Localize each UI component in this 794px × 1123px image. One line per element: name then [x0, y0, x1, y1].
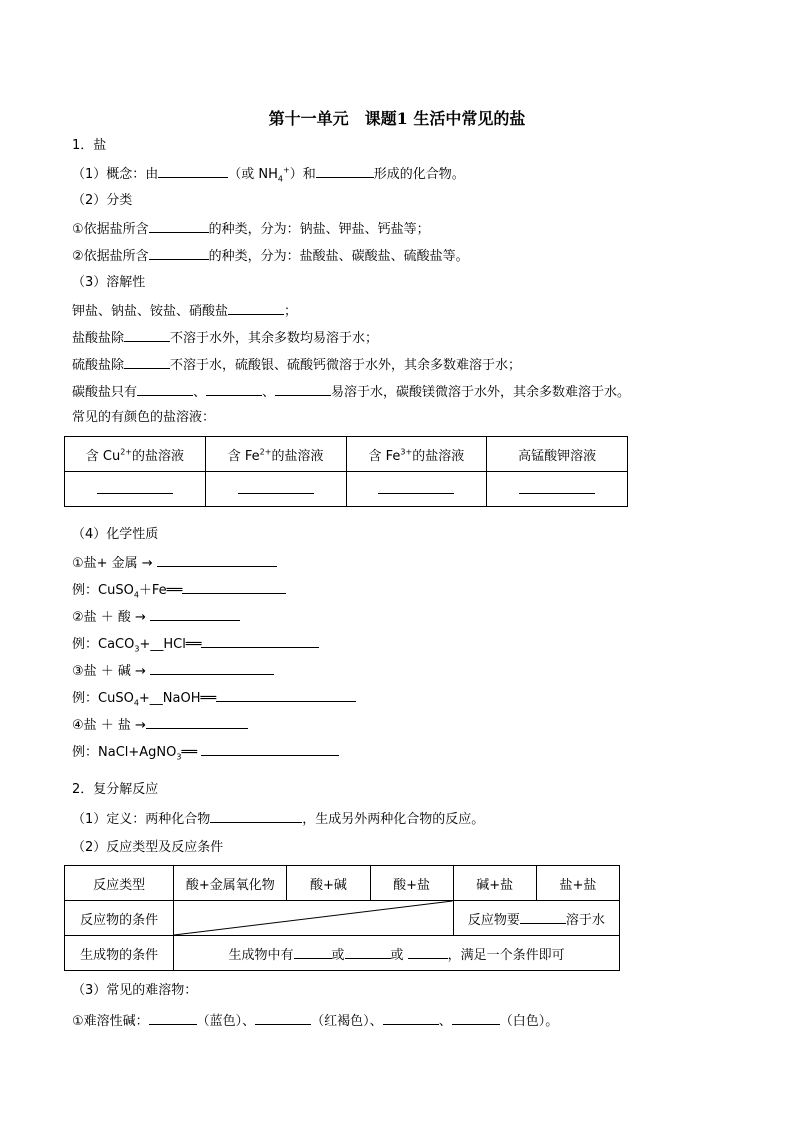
- blank[interactable]: [150, 661, 274, 675]
- blank[interactable]: [294, 945, 332, 959]
- blank[interactable]: [149, 219, 209, 233]
- cell-salt-salt: 盐+盐: [536, 866, 619, 901]
- cell-diagonal: [174, 901, 453, 936]
- example-1: 例：CuSO$_4$＋Fe══: [72, 580, 286, 600]
- colored-solutions-table: [64, 436, 628, 507]
- classify-heading: （2）分类: [72, 193, 133, 208]
- reaction-types-heading: （2）反应类型及反应条件: [72, 840, 224, 855]
- blank[interactable]: [452, 1011, 500, 1025]
- blank[interactable]: [158, 164, 228, 178]
- insoluble-bases-line: ①难溶性碱： （蓝色）、 （红褐色）、 、 （白色）。: [72, 1011, 558, 1031]
- blank[interactable]: [149, 246, 209, 260]
- reaction-3: ③盐 ＋ 碱 →: [72, 661, 274, 681]
- page-title: 第十一单元 课题1 生活中常见的盐: [268, 109, 526, 128]
- table-header-fe3: 含 $Fe^{3+}$的盐溶液: [346, 437, 487, 472]
- cell-reactant-conditions: 反应物的条件: [65, 901, 174, 936]
- blank[interactable]: [345, 945, 391, 959]
- solubility-line-4: 碳酸盐只有 、 、 易溶于水，碳酸镁微溶于水外，其余多数难溶于水。: [72, 382, 630, 402]
- solubility-line-1: 钾盐、钠盐、铵盐、硝酸盐 ；: [72, 301, 297, 321]
- solubility-line-3: 硫酸盐除 不溶于水，硫酸银、硫酸钙微溶于水外，其余多数难溶于水；: [72, 355, 521, 375]
- cell-acid-base: 酸+碱: [287, 866, 370, 901]
- example-3: 例：CuSO$_4$+__NaOH══: [72, 688, 356, 708]
- blank[interactable]: [182, 580, 286, 594]
- blank[interactable]: [408, 945, 448, 959]
- table-cell-blank[interactable]: [487, 472, 628, 507]
- insoluble-heading: （3）常见的难溶物：: [72, 983, 198, 998]
- chem-props-heading: （4）化学性质: [72, 527, 159, 542]
- blank[interactable]: [520, 910, 566, 924]
- example-2: 例：CaCO$_3$+__HCl══: [72, 634, 319, 654]
- diagonal-line: [174, 901, 452, 935]
- blank[interactable]: [210, 809, 302, 823]
- reaction-4: ④盐 ＋ 盐 →: [72, 715, 248, 735]
- cell-reactant-requirement: 反应物要 溶于水: [453, 901, 619, 936]
- blank[interactable]: [216, 688, 356, 702]
- section-1-heading: 1．盐: [72, 138, 107, 153]
- blank[interactable]: [206, 382, 262, 396]
- blank[interactable]: [150, 607, 240, 621]
- cell-base-salt: 碱+盐: [453, 866, 536, 901]
- cell-acid-salt: 酸+盐: [370, 866, 453, 901]
- cell-product-conditions: 生成物的条件: [65, 936, 174, 971]
- reaction-1: ①盐+ 金属 →: [72, 553, 277, 573]
- table-cell-blank[interactable]: [205, 472, 346, 507]
- blank[interactable]: [157, 553, 277, 567]
- definition-line: （1）定义：两种化合物 ，生成另外两种化合物的反应。: [72, 809, 484, 829]
- solubility-line-2: 盐酸盐除 不溶于水外，其余多数均易溶于水；: [72, 328, 378, 348]
- blank[interactable]: [146, 715, 248, 729]
- blank[interactable]: [228, 301, 284, 315]
- reaction-2: ②盐 ＋ 酸 →: [72, 607, 240, 627]
- table-header-kmno4: 高锰酸钾溶液: [487, 437, 628, 472]
- cell-reaction-type: 反应类型: [65, 866, 174, 901]
- blank[interactable]: [201, 742, 339, 756]
- blank[interactable]: [383, 1011, 439, 1025]
- reaction-conditions-table: [64, 865, 620, 971]
- colored-solutions-label: 常见的有颜色的盐溶液：: [72, 410, 216, 425]
- blank[interactable]: [124, 328, 170, 342]
- blank[interactable]: [137, 382, 193, 396]
- table-header-fe2: 含 $Fe^{2+}$的盐溶液: [205, 437, 346, 472]
- blank[interactable]: [255, 1011, 311, 1025]
- blank[interactable]: [316, 164, 374, 178]
- blank[interactable]: [149, 1011, 197, 1025]
- table-cell-blank[interactable]: [346, 472, 487, 507]
- cell-product-requirement: 生成物中有 或 或 ，满足一个条件即可: [174, 936, 620, 971]
- example-4: 例：NaCl+AgNO$_3$══: [72, 742, 339, 762]
- concept-line: （1）概念：由 （或 $NH_4^+$）和 形成的化合物。: [72, 165, 465, 184]
- classify-line-2: ②依据盐所含 的种类，分为：盐酸盐、碳酸盐、硫酸盐等。: [72, 246, 469, 266]
- section-2-heading: 2．复分解反应: [72, 782, 159, 797]
- blank[interactable]: [275, 382, 331, 396]
- table-header-cu2: 含 $Cu^{2+}$的盐溶液: [65, 437, 206, 472]
- solubility-heading: （3）溶解性: [72, 275, 146, 290]
- classify-line-1: ①依据盐所含 的种类，分为：钠盐、钾盐、钙盐等；: [72, 219, 430, 239]
- blank[interactable]: [201, 634, 319, 648]
- cell-acid-metal-oxide: 酸+金属氧化物: [174, 866, 287, 901]
- blank[interactable]: [124, 355, 170, 369]
- table-cell-blank[interactable]: [65, 472, 206, 507]
